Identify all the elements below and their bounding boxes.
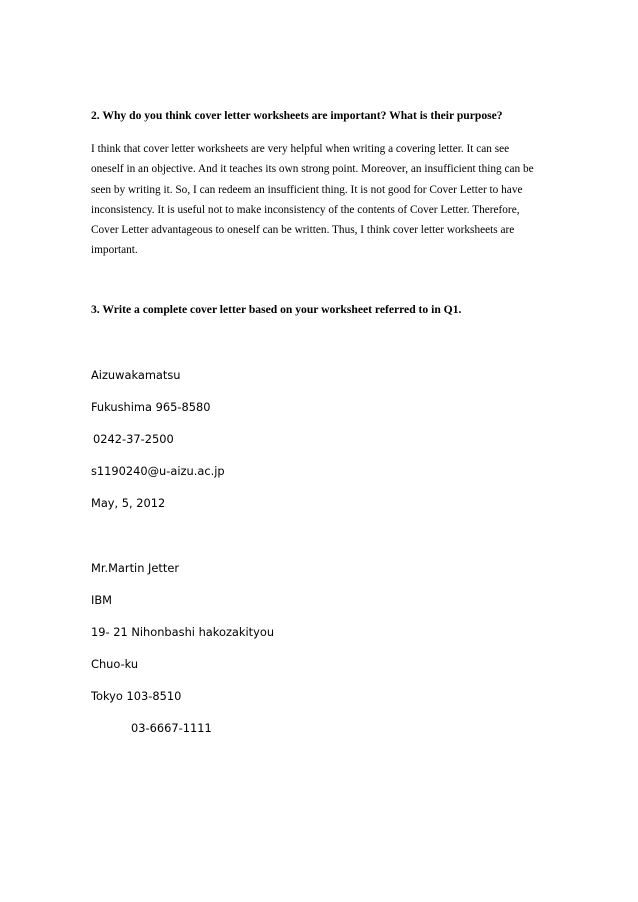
recipient-street: 19- 21 Nihonbashi hakozakityou <box>91 625 275 639</box>
question-2-heading: 2. Why do you think cover letter worksheets are important? What is their purpose? <box>91 109 503 122</box>
answer-line: I think that cover letter worksheets are very helpful when writing a covering letter. It can see <box>91 143 510 155</box>
question-3-heading: 3. Write a complete cover letter based on your worksheet referred to in Q1. <box>91 303 462 316</box>
answer-line: oneself in an objective. And it teaches its own strong point. Moreover, an insufficient thing can be <box>91 163 534 176</box>
recipient-phone: 03-6667-1111 <box>131 721 212 735</box>
recipient-company: IBM <box>91 593 113 607</box>
recipient-city-zip: Tokyo 103-8510 <box>91 689 182 703</box>
sender-email: s1190240@u-aizu.ac.jp <box>91 464 225 478</box>
answer-line: inconsistency. It is useful not to make inconsistency of the contents of Cover Letter. Therefore, <box>91 203 520 216</box>
recipient-ward: Chuo-ku <box>91 657 139 671</box>
sender-phone: 0242-37-2500 <box>93 432 174 446</box>
answer-line: important. <box>91 244 138 257</box>
answer-line: Cover Letter advantageous to oneself can be written. Thus, I think cover letter worksheets are <box>91 224 515 237</box>
sender-city: Aizuwakamatsu <box>91 368 181 382</box>
sender-prefecture-zip: Fukushima 965-8580 <box>91 400 211 414</box>
letter-date: May, 5, 2012 <box>91 496 166 510</box>
answer-line: seen by writing it. So, I can redeem an insufficient thing. It is not good for Cover Letter to have <box>91 183 523 196</box>
question-2-answer <box>91 139 561 261</box>
recipient-name: Mr.Martin Jetter <box>91 561 180 575</box>
